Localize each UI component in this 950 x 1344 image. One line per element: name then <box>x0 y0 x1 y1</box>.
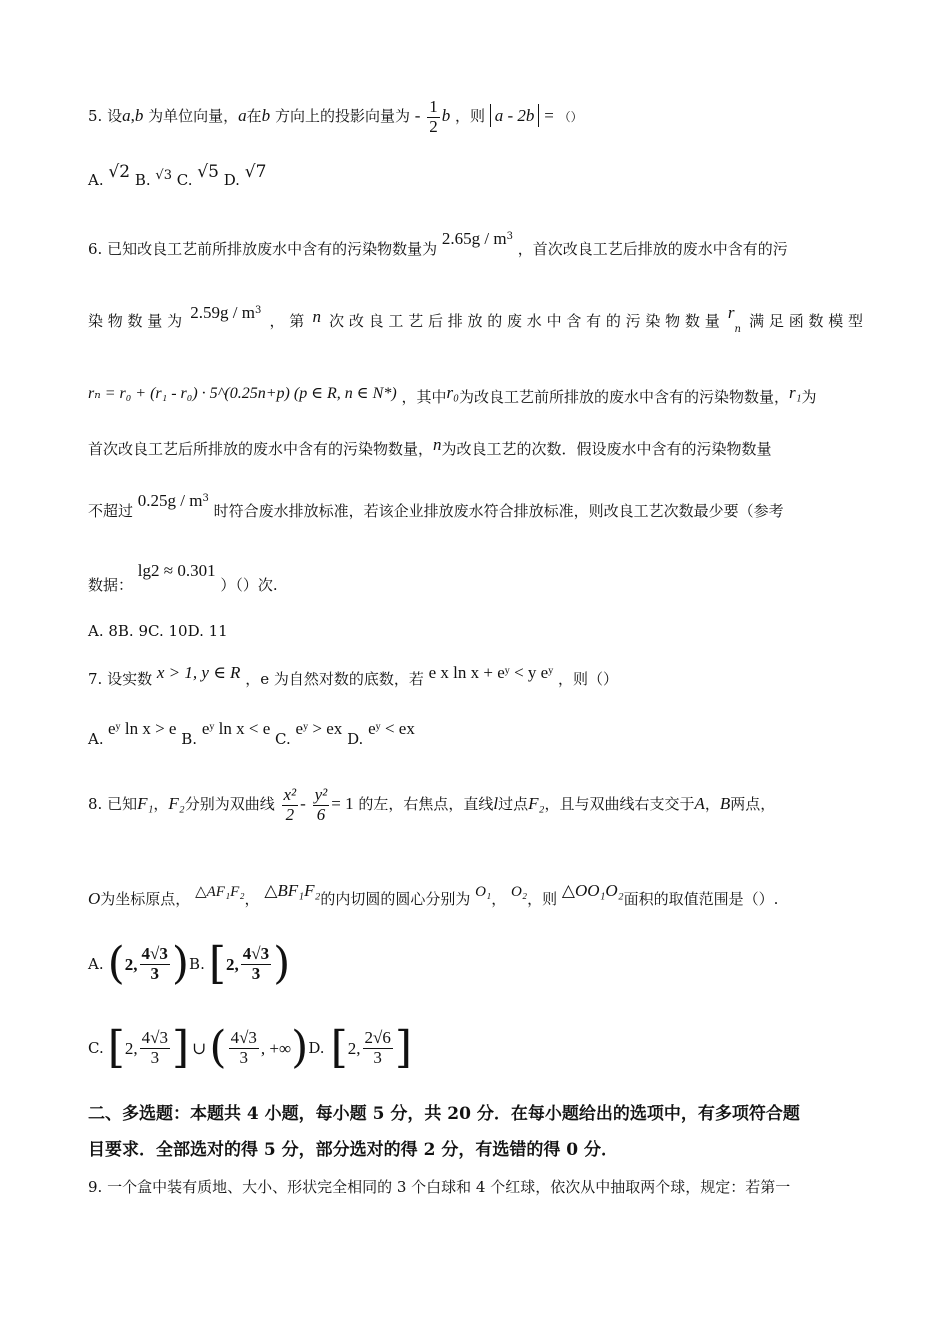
q8-line-1: 8. 已知F₁，F₂分别为双曲线 $\frac{\text{x²}}{2}$ - $\frac{\text{y²}}{6}$ = 1 的左，右焦点，直线l过点F₂，且与双曲线右支交于A，B两点， <box>88 785 776 824</box>
q6-model-formula: rₙ = r₀ + (r₁ - r₀) · 5^(0.25n+p) (p ∈ R, n ∈ N*) <box>88 385 397 402</box>
q8-opt-d-fraction: $\frac{2√6}{3}$ <box>364 1027 391 1067</box>
q8-options-ab: A. ( 2, $\frac{4√3}{3}$ ) B. [ 2, $\frac{4√3}{3}$ ) <box>88 938 291 989</box>
q8-opt-a-fraction: $\frac{4√3}{3}$ <box>141 943 168 983</box>
section-2-heading-line-2: 目要求．全部选对的得 5 分，部分选对的得 2 分，有选错的得 0 分． <box>88 1140 618 1160</box>
q8-line-2: O为坐标原点， △AF₁F₂， △BF₁F₂的内切圆的圆心分别为 O₁， O₂，则 △OO₁O₂面积的取值范围是（）. <box>88 881 779 908</box>
q6-line-3: rₙ = r₀ + (r₁ - r₀) · 5^(0.25n+p) (p ∈ R, n ∈ N*) ，其中r₀为改良工艺前所排放的废水中含有的污染物数量，r₁为 <box>88 383 817 406</box>
q9-line: 9. 一个盒中装有质地、大小、形状完全相同的 3 个白球和 4 个红球，依次从中抽取两个球，规定：若第一 <box>88 1178 791 1196</box>
q8-options-cd: C. [ 2, $\frac{4√3}{3}$ ] ∪ ( $\frac{4√3}{3}$ , +∞ ) D. [ 2, $\frac{2√6}{3}$ ] <box>88 1022 413 1073</box>
q6-line-2: 染 物 数 量 为 $2.59g / m^3$ ， 第 n 次 改 良 工 艺 后 排 放 的 废 水 中 含 有 的 污 染 物 数 量 $r_n$ 满 足 函 数 模 型 <box>88 303 863 335</box>
q7-option-a-label: A. <box>88 730 104 748</box>
q5-line: 5. 设a,b 为单位向量，a在b 方向上的投影向量为 - $\frac{1}{2}$ b ，则 a - 2b = （） <box>88 97 583 136</box>
q7-options: eʸ ln x > e B. eʸ ln x < e C. eʸ > ex D. eʸ < ex <box>108 719 415 748</box>
q8-opt-c-fraction-1: $\frac{4√3}{3}$ <box>141 1027 168 1067</box>
q8-y-fraction: $\frac{\text{y²}}{6}$ <box>314 785 328 824</box>
q8-x-fraction: $\frac{\text{x²}}{2}$ <box>283 785 297 824</box>
q5-options: A. √2 B. √3 C. √5 D. √7 <box>88 162 267 189</box>
q8-opt-c-fraction-2: $\frac{4√3}{3}$ <box>230 1027 257 1067</box>
q6-line-1: 6. 已知改良工艺前所排放废水中含有的污染物数量为 $2.65g / m^3$ ，首次改良工艺后排放的废水中含有的污 <box>88 229 788 258</box>
q6-line-4: 首次改良工艺后所排放的废水中含有的污染物数量，n为改良工艺的次数．假设废水中含有的污染物数量 <box>88 435 772 458</box>
q5-fraction: $\frac{1}{2}$ <box>429 97 438 136</box>
q6-options: A. 8B. 9C. 10D. 11 <box>88 622 228 640</box>
q7-line: 7. 设实数 x > 1, y ∈ R ，e 为自然对数的底数，若 e x ln x + eʸ < y eʸ ，则（） <box>88 663 619 688</box>
q8-opt-b-fraction: $\frac{4√3}{3}$ <box>242 943 270 983</box>
q6-line-5: 不超过 $0.25g / m^3$ 时符合废水排放标准，若该企业排放废水符合排放标准，则改良工艺次数最少要（参考 <box>88 491 784 520</box>
q5-abs-expr: a - 2b <box>490 104 540 127</box>
section-2-heading-line-1: 二、多选题：本题共 4 小题，每小题 5 分，共 20 分．在每小题给出的选项中，有多项符合题 <box>88 1104 800 1124</box>
q6-line-6: 数据： lg2 ≈ 0.301 ）（）次. <box>88 561 278 594</box>
